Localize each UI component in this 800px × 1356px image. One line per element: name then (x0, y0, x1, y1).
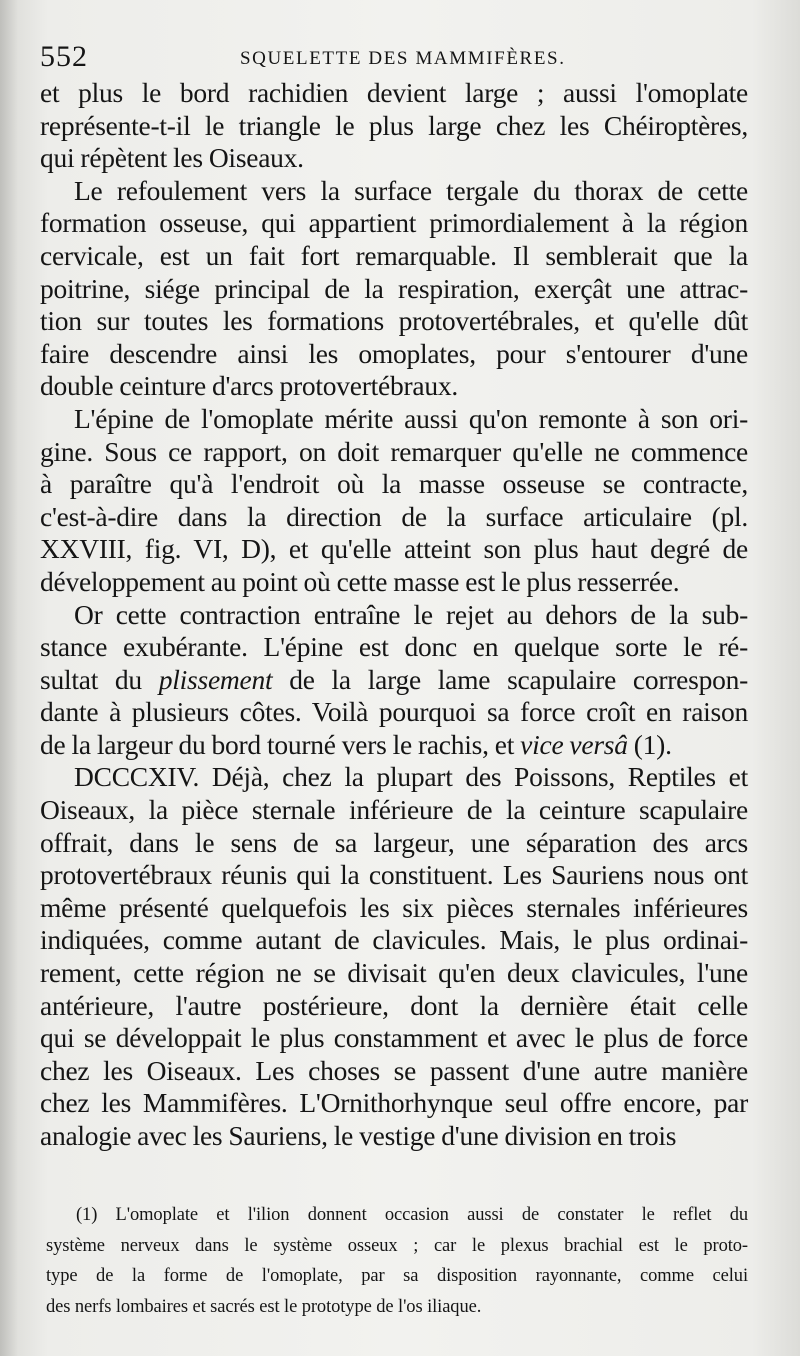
footnote-line: système nerveux dans le système osseux ; car le plexus brachial est le proto- (46, 1235, 748, 1256)
text-line: tion sur toutes les formations protovertébrales, et qu'elle dût (40, 305, 748, 337)
paragraph (40, 403, 748, 599)
text-line: stance exubérante. L'épine est donc en quelque sorte le ré- (40, 631, 748, 663)
text-line: Or cette contraction entraîne le rejet au dehors de la sub- (74, 598, 748, 630)
text-line: même présenté quelquefois les six pièces sternales inférieures (40, 891, 748, 923)
text-line: double ceinture d'arcs protovertébraux. (40, 370, 458, 402)
text-line: offrait, dans le sens de sa largeur, une séparation des arcs (40, 826, 748, 858)
text-line: dante à plusieurs côtes. Voilà pourquoi sa force croît en raison (40, 696, 748, 728)
footnote-line: des nerfs lombaires et sacrés est le prototype de l'os iliaque. (46, 1296, 482, 1317)
text-line: qui se développait le plus constamment et avec le plus de force (40, 1022, 748, 1054)
text-line: indiquées, comme autant de clavicules. Mais, le plus ordinai- (40, 924, 748, 956)
body-text (40, 77, 748, 1153)
text-line: protovertébraux réunis qui la constituent. Les Sauriens nous ont (40, 859, 748, 891)
text-line: formation osseuse, qui appartient primordialement à la région (40, 207, 748, 239)
text-line: c'est-à-dire dans la direction de la surface articulaire (pl. (40, 500, 748, 532)
footnote-line: (1) L'omoplate et l'ilion donnent occasion aussi de constater le reflet du (76, 1205, 748, 1225)
text-line: poitrine, siége principal de la respiration, exerçât une attrac- (40, 272, 748, 304)
text-line: et plus le bord rachidien devient large ; aussi l'omoplate (40, 77, 748, 108)
footnote (46, 1200, 748, 1322)
text-line: à paraître qu'à l'endroit où la masse osseuse se contracte, (40, 468, 748, 500)
page-number: 552 (40, 40, 88, 73)
page-edge-shadow (0, 0, 18, 1356)
text-line: antérieure, l'autre postérieure, dont la dernière était celle (40, 989, 748, 1021)
text-line: gine. Sous ce rapport, on doit remarquer qu'elle ne commence (40, 435, 748, 467)
text-line: XXVIII, fig. VI, D), et qu'elle atteint son plus haut degré de (40, 533, 748, 565)
text-line: cervicale, est un fait fort remarquable. Il semblerait que la (40, 239, 748, 271)
paragraph (40, 77, 748, 175)
text-line: Le refoulement vers la surface tergale du thorax de cette (74, 174, 748, 206)
text-line: chez les Mammifères. L'Ornithorhynque seul offre encore, par (40, 1087, 748, 1119)
text-line: développement au point où cette masse est le plus resserrée. (40, 565, 680, 597)
footnote-line: type de la forme de l'omoplate, par sa disposition rayonnante, comme celui (46, 1266, 748, 1286)
text-line: qui répètent les Oiseaux. (40, 142, 304, 174)
text-line: analogie avec les Sauriens, le vestige d'une division en trois (40, 1120, 677, 1151)
paragraph (40, 599, 748, 762)
text-line: faire descendre ainsi les omoplates, pour s'entourer d'une (40, 337, 748, 369)
page-header (40, 38, 750, 78)
text-line: DCCCXIV. Déjà, chez la plupart des Poissons, Reptiles et (74, 761, 748, 793)
text-line: chez les Oiseaux. Les choses se passent d'une autre manière (40, 1054, 748, 1086)
running-title: SQUELETTE DES MAMMIFÈRES. (240, 48, 566, 69)
paragraph (40, 761, 748, 1152)
text-line: représente-t-il le triangle le plus large chez les Chéiroptères, (40, 109, 748, 141)
text-line: rement, cette région ne se divisait qu'en deux clavicules, l'une (40, 957, 748, 989)
text-line: sultat du plissement de la large lame scapulaire correspon- (40, 663, 748, 695)
paragraph (40, 175, 748, 403)
text-line: de la largeur du bord tourné vers le rachis, et vice versâ (1). (40, 728, 672, 760)
text-line: Oiseaux, la pièce sternale inférieure de la ceinture scapulaire (40, 794, 748, 826)
text-line: L'épine de l'omoplate mérite aussi qu'on remonte à son ori- (74, 402, 748, 434)
